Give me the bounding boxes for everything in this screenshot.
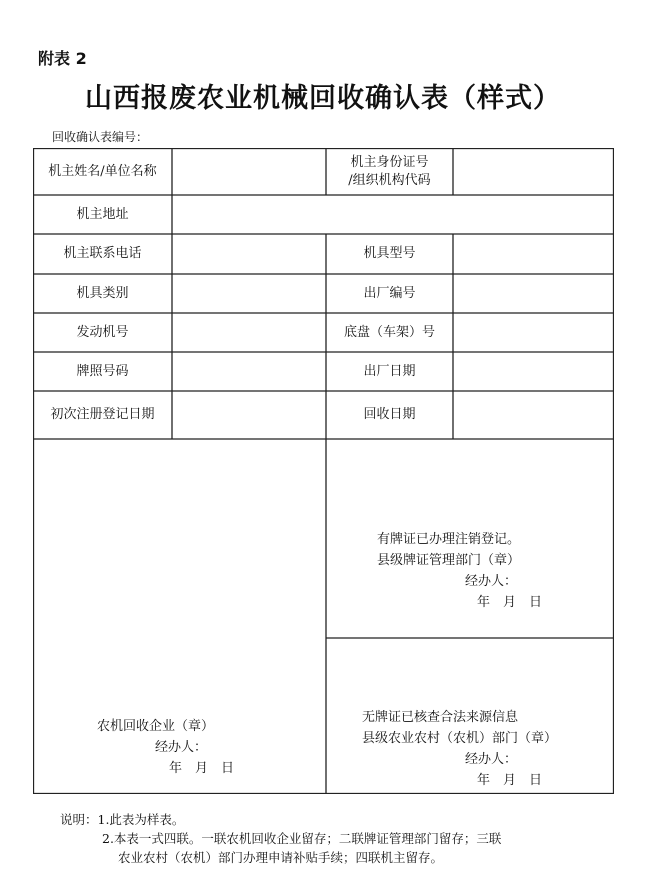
licensed-deregistration-text: 有牌证已办理注销登记。: [377, 532, 521, 547]
notes-line-3: 农业农村（农机）部门办理申请补贴手续；四联机主留存。: [118, 850, 444, 865]
unlicensed-source-check-text: 无牌证已核查合法来源信息: [362, 710, 519, 725]
recycle-date-value[interactable]: [453, 391, 614, 439]
notes-line-1: 说明：1.此表为样表。: [60, 812, 185, 827]
machine-model-label: 机具型号: [363, 246, 416, 261]
machine-category-label: 机具类别: [76, 285, 129, 301]
factory-number-value[interactable]: [453, 274, 614, 313]
unlicensed-signature-block: [362, 707, 612, 791]
licensed-handler-label: 经办人：: [465, 574, 518, 589]
confirmation-table: [33, 148, 614, 794]
notes: [60, 810, 501, 867]
owner-phone-value[interactable]: [172, 234, 326, 274]
unlicensed-handler-label: 经办人：: [465, 752, 518, 767]
unlicensed-authority-seal-label: 县级农业农村（农机）部门（章）: [362, 731, 558, 746]
licensed-authority-seal-label: 县级牌证管理部门（章）: [377, 553, 521, 568]
form-title: 山西报废农业机械回收确认表（样式）: [85, 83, 561, 114]
factory-date-value[interactable]: [453, 352, 614, 391]
engine-number-value[interactable]: [172, 313, 326, 352]
machine-category-value[interactable]: [172, 274, 326, 313]
owner-address-label: 机主地址: [76, 206, 129, 222]
plate-number-value[interactable]: [172, 352, 326, 391]
owner-phone-label: 机主联系电话: [63, 246, 142, 261]
engine-number-label: 发动机号: [76, 324, 129, 340]
owner-name-label: 机主姓名/单位名称: [48, 163, 157, 179]
owner-address-value[interactable]: [172, 195, 614, 234]
notes-line-2: 2.本表一式四联。一联农机回收企业留存；二联牌证管理部门留存；三联: [102, 831, 502, 846]
recycle-date-label: 回收日期: [363, 407, 416, 422]
owner-id-label-line2: /组织机构代码: [348, 172, 431, 188]
recycler-date-label: 年 月 日: [169, 761, 235, 776]
form-number-label: 回收确认表编号：: [52, 130, 149, 144]
owner-name-value[interactable]: [172, 148, 326, 195]
factory-number-label: 出厂编号: [363, 285, 416, 301]
owner-id-label: [326, 148, 453, 195]
attachment-label: 附表 2: [38, 49, 87, 68]
chassis-number-value[interactable]: [453, 313, 614, 352]
plate-number-label: 牌照号码: [76, 363, 129, 379]
factory-date-label: 出厂日期: [363, 363, 416, 379]
owner-id-label-line1: 机主身份证号: [350, 154, 429, 170]
recycler-seal-label: 农机回收企业（章）: [97, 719, 215, 734]
licensed-date-label: 年 月 日: [477, 595, 543, 610]
recycler-signature-block: [97, 716, 317, 779]
recycler-handler-label: 经办人：: [155, 740, 208, 755]
owner-id-value[interactable]: [453, 148, 614, 195]
first-registration-date-value[interactable]: [172, 391, 326, 439]
first-registration-date-label: 初次注册登记日期: [50, 407, 155, 422]
chassis-number-label: 底盘（车架）号: [343, 324, 435, 340]
machine-model-value[interactable]: [453, 234, 614, 274]
licensed-signature-block: [377, 529, 607, 613]
unlicensed-date-label: 年 月 日: [477, 773, 543, 788]
